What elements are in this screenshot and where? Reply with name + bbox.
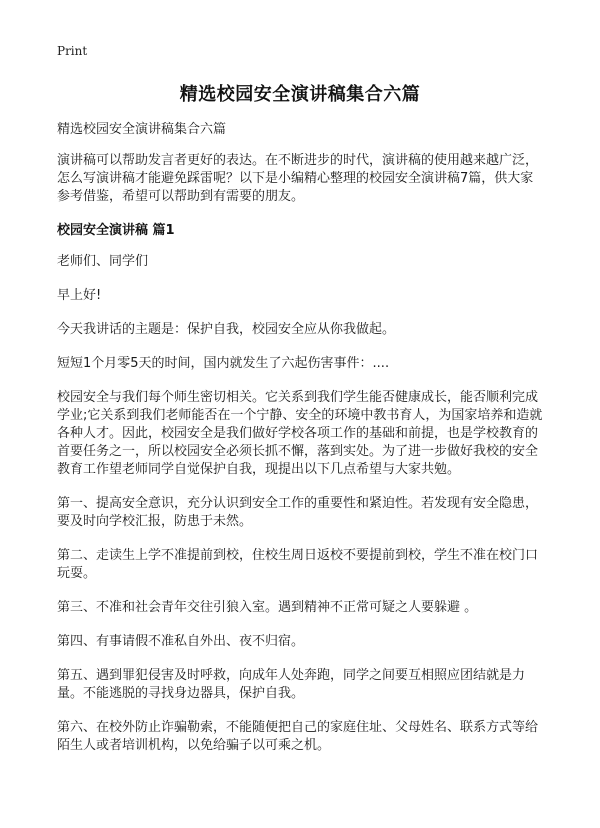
- document-subtitle: 精选校园安全演讲稿集合六篇: [57, 122, 227, 137]
- paragraph-greeting: 老师们、同学们: [57, 254, 149, 269]
- paragraph-theme: 今天我讲话的主题是：保护自我，校园安全应从你我做起。: [57, 322, 396, 337]
- paragraph-point-1: 第一、提高安全意识，充分认识到安全工作的重要性和紧迫性。若发现有安全隐患，要及时向学校汇报，防患于未然。: [57, 496, 539, 529]
- paragraph-point-2: 第二、走读生上学不准提前到校，住校生周日返校不要提前到校，学生不准在校门口玩耍。: [57, 548, 539, 581]
- page-title: 精选校园安全演讲稿集合六篇: [179, 84, 421, 105]
- paragraph-point-3: 第三、不准和社会青年交往引狼入室。遇到精神不正常可疑之人要躲避 。: [57, 600, 478, 615]
- paragraph-point-5: 第五、遇到罪犯侵害及时呼救，向成年人处奔跑，同学之间要互相照应团结就是力量。不能逃脱的寻找身边器具，保护自我。: [57, 668, 526, 701]
- section-heading: 校园安全演讲稿 篇1: [57, 223, 175, 238]
- document-body: [57, 121, 545, 755]
- intro-paragraph: 演讲稿可以帮助发言者更好的表达。在不断进步的时代，演讲稿的使用越来越广泛，怎么写演讲稿才能避免踩雷呢？以下是小编精心整理的校园安全演讲稿7篇，供大家参考借鉴，希望可以帮助到有需要的朋友。: [57, 153, 539, 204]
- print-link[interactable]: Print: [57, 44, 88, 58]
- paragraph-morning: 早上好!: [57, 288, 102, 303]
- paragraph-incidents: 短短1个月零5天的时间，国内就发生了六起伤害事件：....: [57, 356, 390, 371]
- paragraph-point-4: 第四、有事请假不准私自外出、夜不归宿。: [57, 634, 305, 649]
- paragraph-point-6: 第六、在校外防止诈骗勒索，不能随便把自己的家庭住址、父母姓名、联系方式等给陌生人或者培训机构，以免给骗子以可乘之机。: [57, 720, 539, 753]
- paragraph-campus-safety: 校园安全与我们每个师生密切相关。它关系到我们学生能否健康成长，能否顺利完成学业;它关系到我们老师能否在一个宁静、安全的环境中教书育人，为国家培养和造就各种人才。因此，校园安全是我们做好学校各项工作的基础和前提，也是学校教育的首要任务之一，所以校园安全必须长抓不懈，落到实处。为了进一步做好我校的安全教育工作望老师同学自觉保护自我，现提出以下几点希望与大家共勉。: [57, 390, 543, 477]
